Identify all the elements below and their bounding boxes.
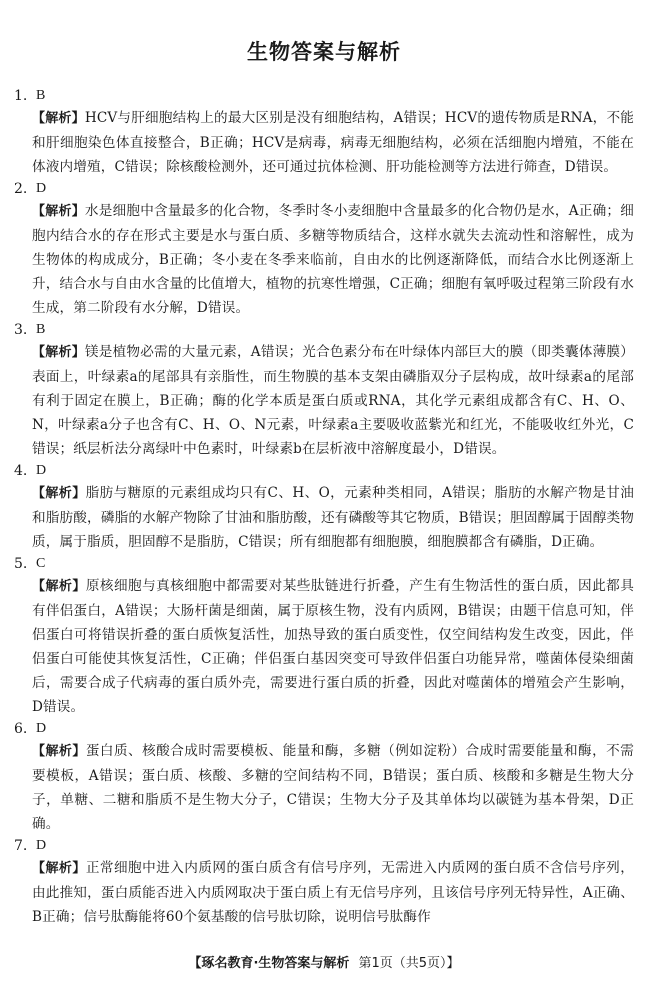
explanation xyxy=(32,739,634,836)
explanation xyxy=(32,199,634,320)
analysis-tag: 【解析】 xyxy=(32,486,86,501)
page-title: 生物答案与解析 xyxy=(247,40,401,64)
page-footer xyxy=(0,952,648,971)
question-number: 6. xyxy=(14,721,28,737)
answer-list xyxy=(14,86,634,929)
explanation xyxy=(32,481,634,554)
question-number: 5. xyxy=(14,556,28,572)
question-number: 1. xyxy=(14,88,28,104)
answer-letter: D xyxy=(36,463,47,478)
analysis-tag: 【解析】 xyxy=(32,345,85,360)
analysis-tag: 【解析】 xyxy=(32,111,85,126)
answer-item xyxy=(14,554,634,719)
answer-item xyxy=(14,320,634,461)
answer-letter: B xyxy=(36,322,46,337)
analysis-tag: 【解析】 xyxy=(32,579,86,594)
answer-letter: D xyxy=(36,721,47,736)
answer-item xyxy=(14,836,634,929)
analysis-tag: 【解析】 xyxy=(32,861,86,876)
explanation xyxy=(32,340,634,461)
explanation-text: 脂肪与糖原的元素组成均只有C、H、O，元素种类相同，A错误；脂肪的水解产物是甘油和脂肪酸，磷脂的水解产物除了甘油和脂肪酸，还有磷酸等其它物质，B错误；胆固醇属于固醇类物质，属于脂质，胆固醇不是脂肪，C错误；所有细胞都有细胞膜，细胞膜都含有磷脂，D正确。 xyxy=(32,485,634,550)
footer-page-number: 第1页（共5页）】 xyxy=(358,956,460,971)
explanation xyxy=(32,856,634,929)
explanation-text: 蛋白质、核酸合成时需要模板、能量和酶，多糖（例如淀粉）合成时需要能量和酶，不需要模板，A错误；蛋白质、核酸、多糖的空间结构不同，B错误；蛋白质、核酸和多糖是生物大分子，单糖、二糖和脂质不是生物大分子，C错误；生物大分子及其单体均以碳链为基本骨架，D正确。 xyxy=(32,743,634,832)
analysis-tag: 【解析】 xyxy=(32,204,85,219)
analysis-tag: 【解析】 xyxy=(32,744,86,759)
explanation xyxy=(32,574,634,719)
question-number: 4. xyxy=(14,463,28,479)
question-number: 2. xyxy=(14,181,28,197)
explanation-text: 原核细胞与真核细胞中都需要对某些肽链进行折叠，产生有生物活性的蛋白质，因此都具有伴侣蛋白，A错误；大肠杆菌是细菌，属于原核生物，没有内质网，B错误；由题干信息可知，伴侣蛋白可将错误折叠的蛋白质恢复活性，加热导致的蛋白质变性，仅空间结构发生改变，因此，伴侣蛋白可能使其恢复活性，C正确；伴侣蛋白基因突变可导致伴侣蛋白功能异常，噬菌体侵染细菌后，需要合成子代病毒的蛋白质外壳，需要进行蛋白质的折叠，因此对噬菌体的增殖会产生影响，D错误。 xyxy=(32,578,634,715)
explanation-text: HCV与肝细胞结构上的最大区别是没有细胞结构，A错误；HCV的遗传物质是RNA，不能和肝细胞染色体直接整合，B正确；HCV是病毒，病毒无细胞结构，必须在活细胞内增殖，不能在体液内增殖，C错误；除核酸检测外，还可通过抗体检测、肝功能检测等方法进行筛查，D错误。 xyxy=(32,110,634,175)
explanation-text: 镁是植物必需的大量元素，A错误；光合色素分布在叶绿体内部巨大的膜（即类囊体薄膜）表面上，叶绿素a的尾部具有亲脂性，而生物膜的基本支架由磷脂双分子层构成，故叶绿素a的尾部有利于固定在膜上，B正确；酶的化学本质是蛋白质或RNA，其化学元素组成都含有C、H、O、N，叶绿素a分子也含有C、H、O、N元素，叶绿素a主要吸收蓝紫光和红光，不能吸收红外光，C错误；纸层析法分离绿叶中色素时，叶绿素b在层析液中溶解度最小，D错误。 xyxy=(32,344,634,457)
answer-item xyxy=(14,86,634,179)
answer-letter: C xyxy=(36,556,46,571)
explanation-text: 正常细胞中进入内质网的蛋白质含有信号序列，无需进入内质网的蛋白质不含信号序列，由此推知，蛋白质能否进入内质网取决于蛋白质上有无信号序列，且该信号序列无特异性，A正确、B正确；信号肽酶能将60个氨基酸的信号肽切除，说明信号肽酶作 xyxy=(32,860,634,925)
answer-letter: D xyxy=(36,838,47,853)
answer-item xyxy=(14,179,634,320)
footer-source: 【琢名教育·生物答案与解析 xyxy=(188,956,350,971)
answer-letter: B xyxy=(36,88,46,103)
explanation-text: 水是细胞中含量最多的化合物，冬季时冬小麦细胞中含量最多的化合物仍是水，A正确；细胞内结合水的存在形式主要是水与蛋白质、多糖等物质结合，这样水就失去流动性和溶解性，成为生物体的构成成分，B正确；冬小麦在冬季来临前，自由水的比例逐渐降低，而结合水比例逐渐上升，结合水与自由水含量的比值增大，植物的抗寒性增强，C正确；细胞有氧呼吸过程第三阶段有水生成，第二阶段有水分解，D错误。 xyxy=(32,203,634,316)
question-number: 3. xyxy=(14,322,28,338)
answer-item xyxy=(14,719,634,836)
explanation xyxy=(32,106,634,179)
question-number: 7. xyxy=(14,838,28,854)
answer-item xyxy=(14,461,634,554)
answer-letter: D xyxy=(36,181,47,196)
